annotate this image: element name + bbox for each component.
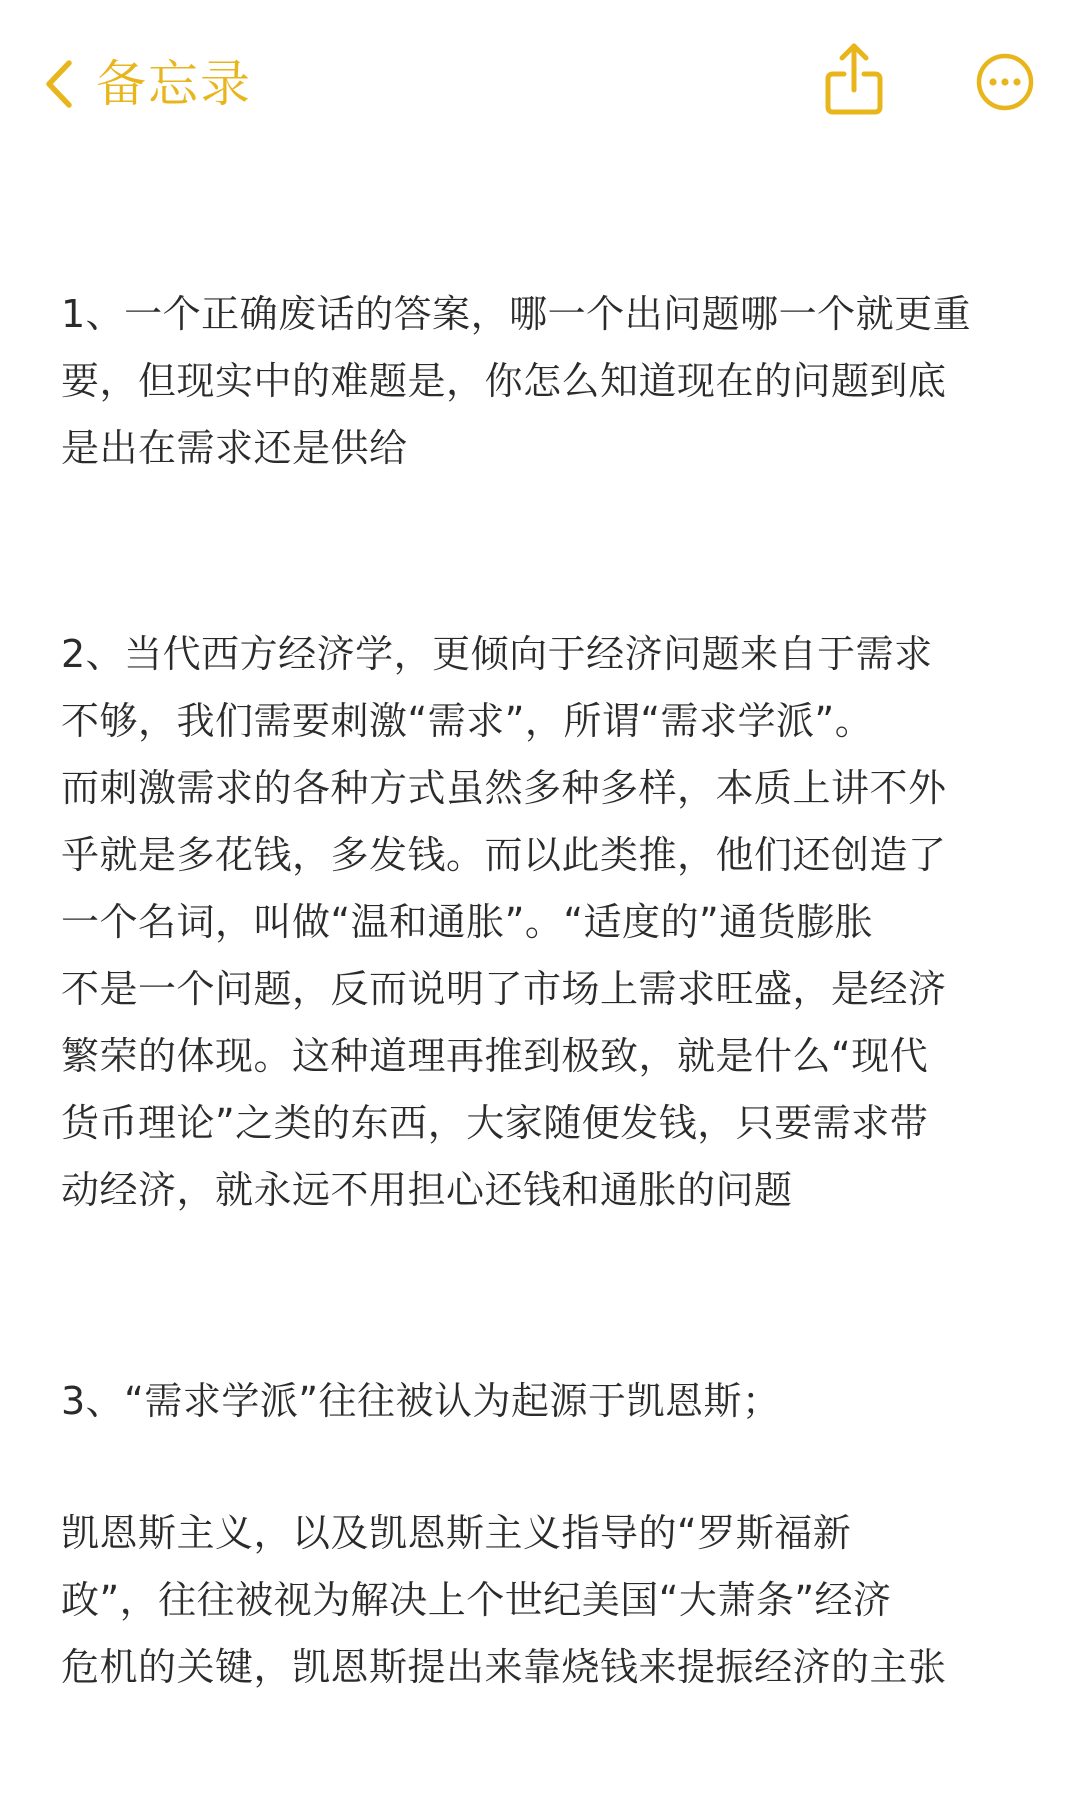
note-paragraph-4: 凯恩斯主义，以及凯恩斯主义指导的“罗斯福新 政”，往往被视为解决上个世纪美国“大萧条”经济 危机的关键，凯恩斯提出来靠烧钱来提振经济的主张 [61,1511,947,1689]
navigation-bar [0,0,1080,170]
share-button[interactable] [822,40,886,120]
note-paragraph-2: 2、当代西方经济学，更倾向于经济问题来自于需求 不够，我们需要刺激“需求”，所谓“需求学派”。 而刺激需求的各种方式虽然多种多样，本质上讲不外 乎就是多花钱，多发钱。而以此类推，他们还创造了 一个名词，叫做“温和通胀”。“适度的”通货膨胀 不是一个问题，反而说明了市场上需求旺盛，是经济 繁荣的体现。这种道理再推到极致，就是什么“现代 货币理论”之类的东西，大家随便发钱，只要需求带 动经济，就永远不用担心还钱和通胀的问题 [61,632,947,1212]
more-icon [975,52,1035,112]
back-label: 备忘录 [96,55,252,113]
back-button[interactable] [44,52,252,116]
note-paragraph-1: 1、一个正确废话的答案，哪一个出问题哪一个就更重 要，但现实中的难题是，你怎么知道现在的问题到底 是出在需求还是供给 [61,292,972,470]
chevron-left-icon [44,59,74,109]
share-icon [822,40,886,120]
more-button[interactable] [975,52,1035,112]
note-paragraph-3: 3、“需求学派”往往被认为起源于凯恩斯； [61,1379,781,1423]
